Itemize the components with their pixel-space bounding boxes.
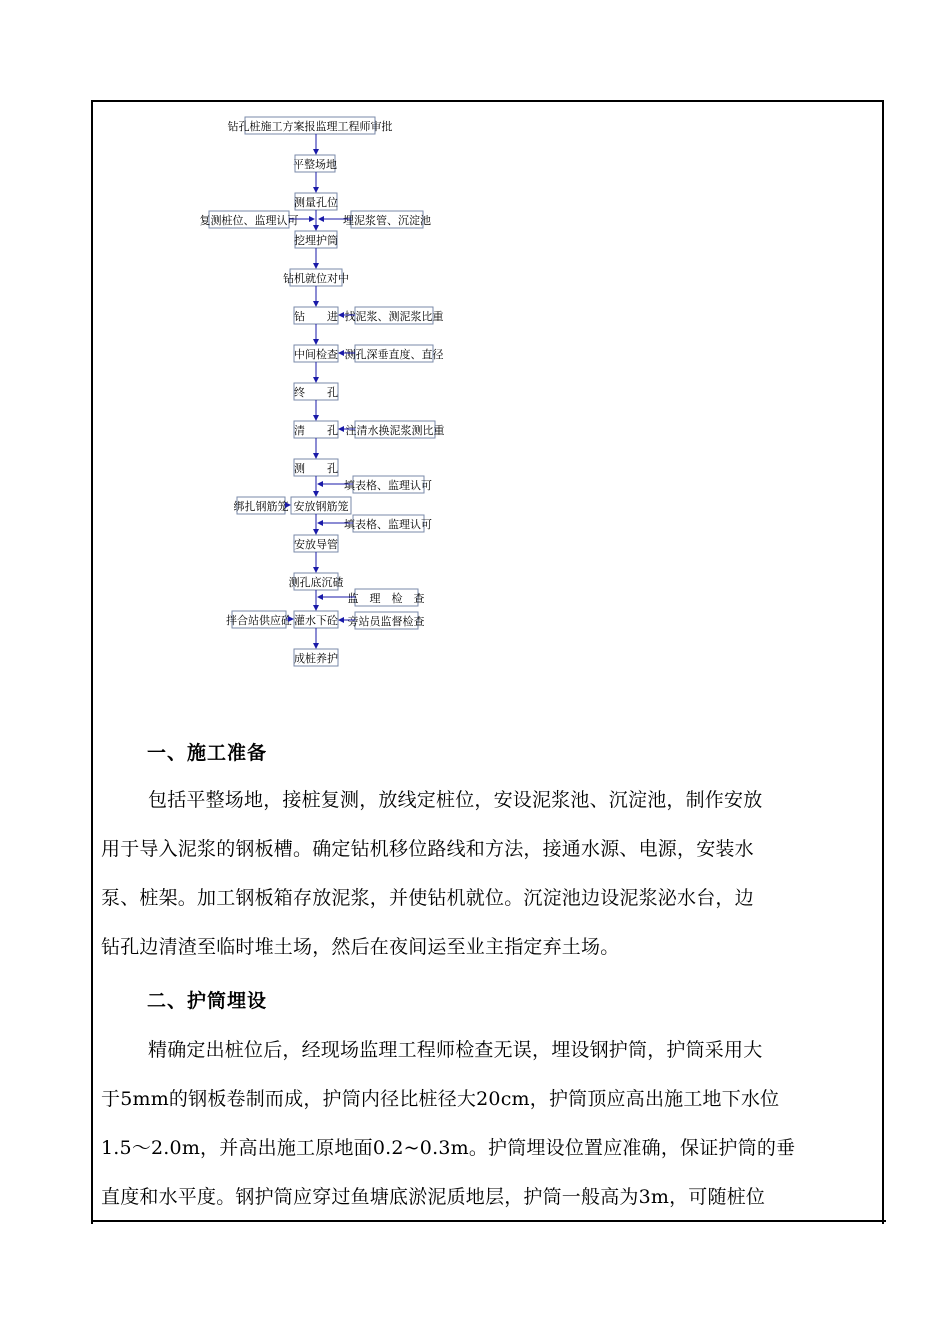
flow-step-place-cage <box>291 497 351 514</box>
flow-step-label: 灌水下砼 <box>294 614 338 627</box>
flow-note-water-change <box>339 421 445 438</box>
flow-note-label: 填表格、监理认可 <box>344 518 432 531</box>
flow-note-mixing-plant <box>226 611 293 628</box>
section-heading-casing: 二、护筒埋设 <box>147 990 268 1012</box>
paragraph-line: 包括平整场地，接桩复测，放线定桩位，安设泥浆池、沉淀池，制作安放 <box>148 789 763 811</box>
flow-step-label: 安放钢筋笼 <box>293 500 349 513</box>
flow-step-cure <box>294 649 338 666</box>
flow-note-form-1 <box>318 476 432 493</box>
flow-step-label: 成桩养护 <box>294 652 338 665</box>
flow-note-bystander <box>339 612 425 629</box>
paragraph-line: 于5mm的钢板卷制而成，护筒内径比桩径大20cm，护筒顶应高出施工地下水位 <box>101 1088 780 1110</box>
flow-step-measure-hole <box>294 459 338 476</box>
flow-note-label: 绑扎钢筋笼 <box>233 500 289 513</box>
paragraph-line: 精确定出桩位后，经现场监理工程师检查无误，埋设钢护筒，护筒采用大 <box>148 1039 763 1061</box>
flow-step-level-site <box>293 155 337 172</box>
flow-note-recheck <box>200 211 315 228</box>
flow-note-supervisor-check <box>318 589 425 606</box>
flow-note-tie-cage <box>234 497 291 514</box>
flow-note-label: 监 理 检 查 <box>347 592 425 605</box>
section-body-preparation <box>101 776 876 972</box>
flow-step-label: 钻孔桩施工方案报监理工程师审批 <box>227 120 393 133</box>
flow-step-mid-check <box>294 345 338 362</box>
flow-note-label: 测孔深垂直度、直径 <box>344 348 444 361</box>
flow-step-label: 测 孔 <box>294 462 338 475</box>
flow-note-label: 注清水换泥浆测比重 <box>345 424 445 437</box>
flow-step-clean-hole <box>294 421 338 438</box>
flow-note-slurry-pipe <box>319 211 431 228</box>
flow-step-label: 中间检查 <box>294 348 338 361</box>
flow-note-hole-check <box>339 345 444 362</box>
flow-step-sediment <box>289 573 344 590</box>
flow-step-label: 测量孔位 <box>294 196 338 209</box>
flow-step-label: 钻 进 <box>294 310 338 323</box>
flow-note-label: 填表格、监理认可 <box>344 479 432 492</box>
flow-step-label: 安放导管 <box>294 538 338 551</box>
flow-step-place-pipe <box>294 535 338 552</box>
flow-note-label: 复测桩位、监理认可 <box>199 214 299 227</box>
paragraph-line: 钻孔边清渣至临时堆土场，然后在夜间运至业主指定弃土场。 <box>101 936 620 958</box>
flow-note-form-2 <box>318 515 432 532</box>
flow-step-casing <box>294 231 338 248</box>
flow-note-label: 埋泥浆管、沉淀池 <box>343 214 431 227</box>
flow-step-label: 挖埋护筒 <box>294 234 338 247</box>
flow-step-label: 清 孔 <box>294 424 338 437</box>
flow-step-label: 平整场地 <box>293 158 337 171</box>
paragraph-line: 泵、桩架。加工钢板箱存放泥浆，并使钻机就位。沉淀池边设泥浆泌水台，边 <box>101 887 754 909</box>
flow-step-pour <box>294 611 338 628</box>
flow-step-final-hole <box>294 383 338 400</box>
flow-step-rig-align <box>283 269 349 286</box>
flow-step-label: 测孔底沉碴 <box>288 576 344 589</box>
flow-note-label: 旁站员监督检查 <box>347 615 425 628</box>
flow-step-drill <box>294 307 338 324</box>
page-frame-bottom-border <box>91 1220 886 1222</box>
paragraph-line: 直度和水平度。钢护筒应穿过鱼塘底淤泥质地层，护筒一般高为3m，可随桩位 <box>101 1186 766 1208</box>
section-heading-preparation: 一、施工准备 <box>147 742 268 764</box>
flow-step-label: 钻机就位对中 <box>283 272 349 285</box>
flow-step-approval <box>228 117 393 134</box>
flow-step-survey <box>294 193 338 210</box>
section-body-casing <box>101 1026 876 1222</box>
paragraph-line: 1.5～2.0m，并高出施工原地面0.2~0.3m。护筒埋设位置应准确，保证护筒的垂 <box>101 1137 796 1159</box>
paragraph-line: 用于导入泥浆的钢板槽。确定钻机移位路线和方法，接通水源、电源，安装水 <box>101 838 754 860</box>
flow-step-label: 终 孔 <box>294 386 338 399</box>
flow-note-label: 拌合站供应砼 <box>226 614 292 627</box>
flow-note-slurry-density <box>339 307 444 324</box>
flow-note-label: 找泥浆、测泥浆比重 <box>344 310 444 323</box>
